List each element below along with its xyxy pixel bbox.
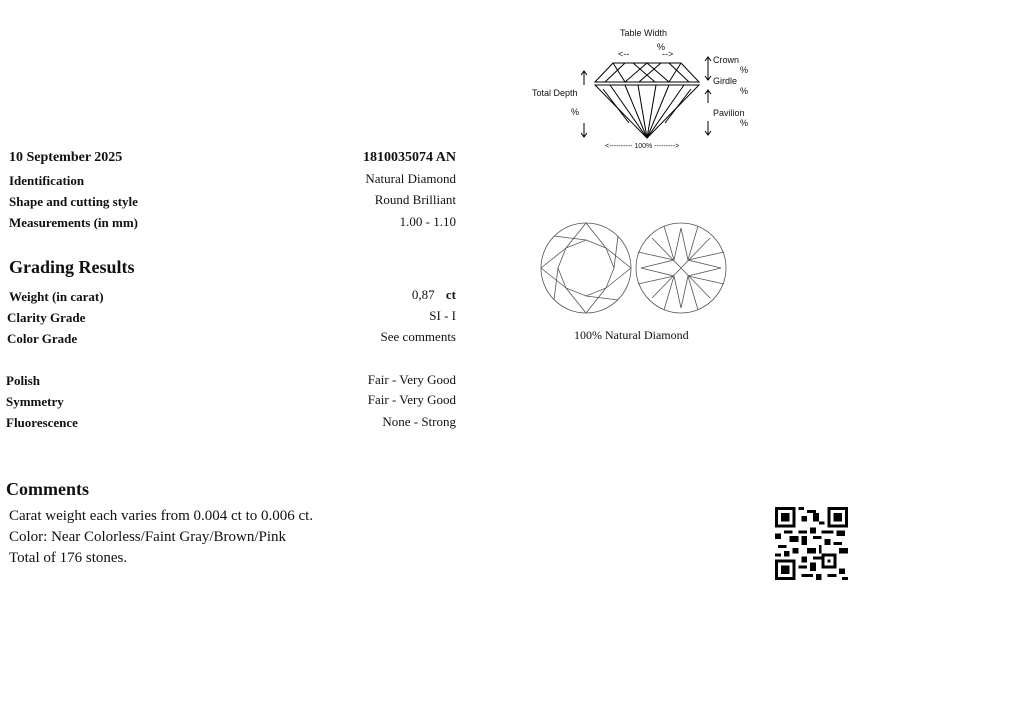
polish-value: Fair - Very Good bbox=[367, 372, 456, 387]
total-depth-label: Total Depth bbox=[532, 88, 578, 98]
facet-diagrams bbox=[538, 220, 733, 320]
proportions-diagram bbox=[525, 25, 765, 155]
symmetry-value: Fair - Very Good bbox=[367, 392, 456, 407]
weight-unit: ct bbox=[445, 287, 456, 302]
crown-facet-icon bbox=[538, 220, 733, 320]
table-arrow-right: --> bbox=[662, 49, 674, 59]
qr-code-icon bbox=[775, 507, 848, 580]
identification-value: Natural Diamond bbox=[365, 171, 456, 186]
facets-caption: 100% Natural Diamond bbox=[574, 328, 689, 342]
grading-title: Grading Results bbox=[9, 257, 135, 277]
qr-code[interactable] bbox=[775, 507, 848, 580]
weight-label: Weight (in carat) bbox=[9, 289, 104, 304]
symmetry-label: Symmetry bbox=[6, 394, 64, 409]
comments-title: Comments bbox=[6, 479, 89, 499]
clarity-label: Clarity Grade bbox=[7, 310, 86, 325]
report-date: 10 September 2025 bbox=[9, 150, 123, 165]
clarity-value: SI - I bbox=[429, 308, 456, 323]
measurements-value: 1.00 - 1.10 bbox=[399, 214, 456, 229]
fluorescence-value: None - Strong bbox=[382, 414, 456, 429]
table-arrow-left: <-- bbox=[618, 49, 630, 59]
color-value: See comments bbox=[380, 329, 456, 344]
comment-line: Total of 176 stones. bbox=[9, 550, 128, 566]
comment-line: Color: Near Colorless/Faint Gray/Brown/Pink bbox=[9, 529, 287, 545]
table-width-label: Table Width bbox=[620, 28, 668, 38]
pavilion-pct: % bbox=[740, 118, 749, 128]
measurements-label: Measurements (in mm) bbox=[9, 215, 139, 230]
comment-line: Carat weight each varies from 0.004 ct to 0.006 ct. bbox=[9, 508, 314, 524]
total-depth-pct: % bbox=[571, 107, 580, 117]
crown-pct: % bbox=[740, 65, 749, 75]
color-label: Color Grade bbox=[7, 331, 78, 346]
weight-value bbox=[412, 287, 456, 303]
girdle-label: Girdle bbox=[713, 76, 738, 86]
weight-number: 0,87 bbox=[411, 287, 435, 302]
table-width-pct: % bbox=[657, 42, 666, 52]
pavilion-label: Pavilion bbox=[713, 108, 745, 118]
identification-label: Identification bbox=[9, 173, 85, 188]
crown-label: Crown bbox=[713, 55, 740, 65]
report-number: 1810035074 AN bbox=[363, 150, 456, 165]
polish-label: Polish bbox=[6, 373, 40, 388]
fluorescence-label: Fluorescence bbox=[6, 415, 78, 430]
girdle-pct: % bbox=[740, 86, 749, 96]
shape-label: Shape and cutting style bbox=[9, 194, 138, 209]
shape-value: Round Brilliant bbox=[374, 192, 456, 207]
diameter-label: <---------- 100% ---------> bbox=[605, 143, 680, 150]
